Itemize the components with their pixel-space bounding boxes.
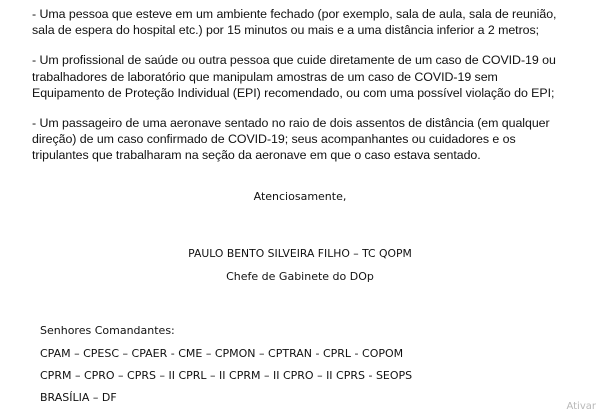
addressees-heading: Senhores Comandantes: [40,324,175,337]
text-line: - Um profissional de saúde ou outra pessoa que cuide diretamente de um caso de COVID-19 ou [32,53,556,68]
bullet-aircraft-passenger [32,115,588,164]
signer-role: Chefe de Gabinete do DOp [226,270,374,283]
text-line: sala de espera do hospital etc.) por 15 minutos ou mais e a uma distância inferior a 2 metros; [32,23,540,38]
bullet-closed-environment [32,6,588,38]
signer-name: PAULO BENTO SILVEIRA FILHO – TC QOPM [188,247,412,260]
addressee-line: BRASÍLIA – DF [40,391,117,404]
addressees-block [40,324,412,413]
bullet-health-professional [32,52,588,101]
addressee-line: CPAM – CPESC – CPAER - CME – CPMON – CPTRAN - CPRL - COPOM [40,347,404,360]
activation-watermark: Ativar [566,401,596,412]
closing-greeting: Atenciosamente, [253,190,347,203]
text-line: trabalhadores de laboratório que manipulam amostras de um caso de COVID-19 sem [32,69,498,84]
addressee-line: CPRM – CPRO – CPRS – II CPRL – II CPRM – II CPRO – II CPRS - SEOPS [40,369,413,382]
text-line: tripulantes que trabalharam na seção da aeronave em que o caso estava sentado. [32,148,481,163]
text-line: direção) de um caso confirmado de COVID-19; seus acompanhantes ou cuidadores e os [32,132,516,147]
text-line: - Uma pessoa que esteve em um ambiente fechado (por exemplo, sala de aula, sala de reunião, [32,7,557,21]
text-line: - Um passageiro de uma aeronave sentado no raio de dois assentos de distância (em qualquer [32,116,550,131]
contact-criteria-list [32,6,588,178]
text-line: Equipamento de Proteção Individual (EPI) recomendado, ou com uma possível violação do EPI; [32,85,555,100]
